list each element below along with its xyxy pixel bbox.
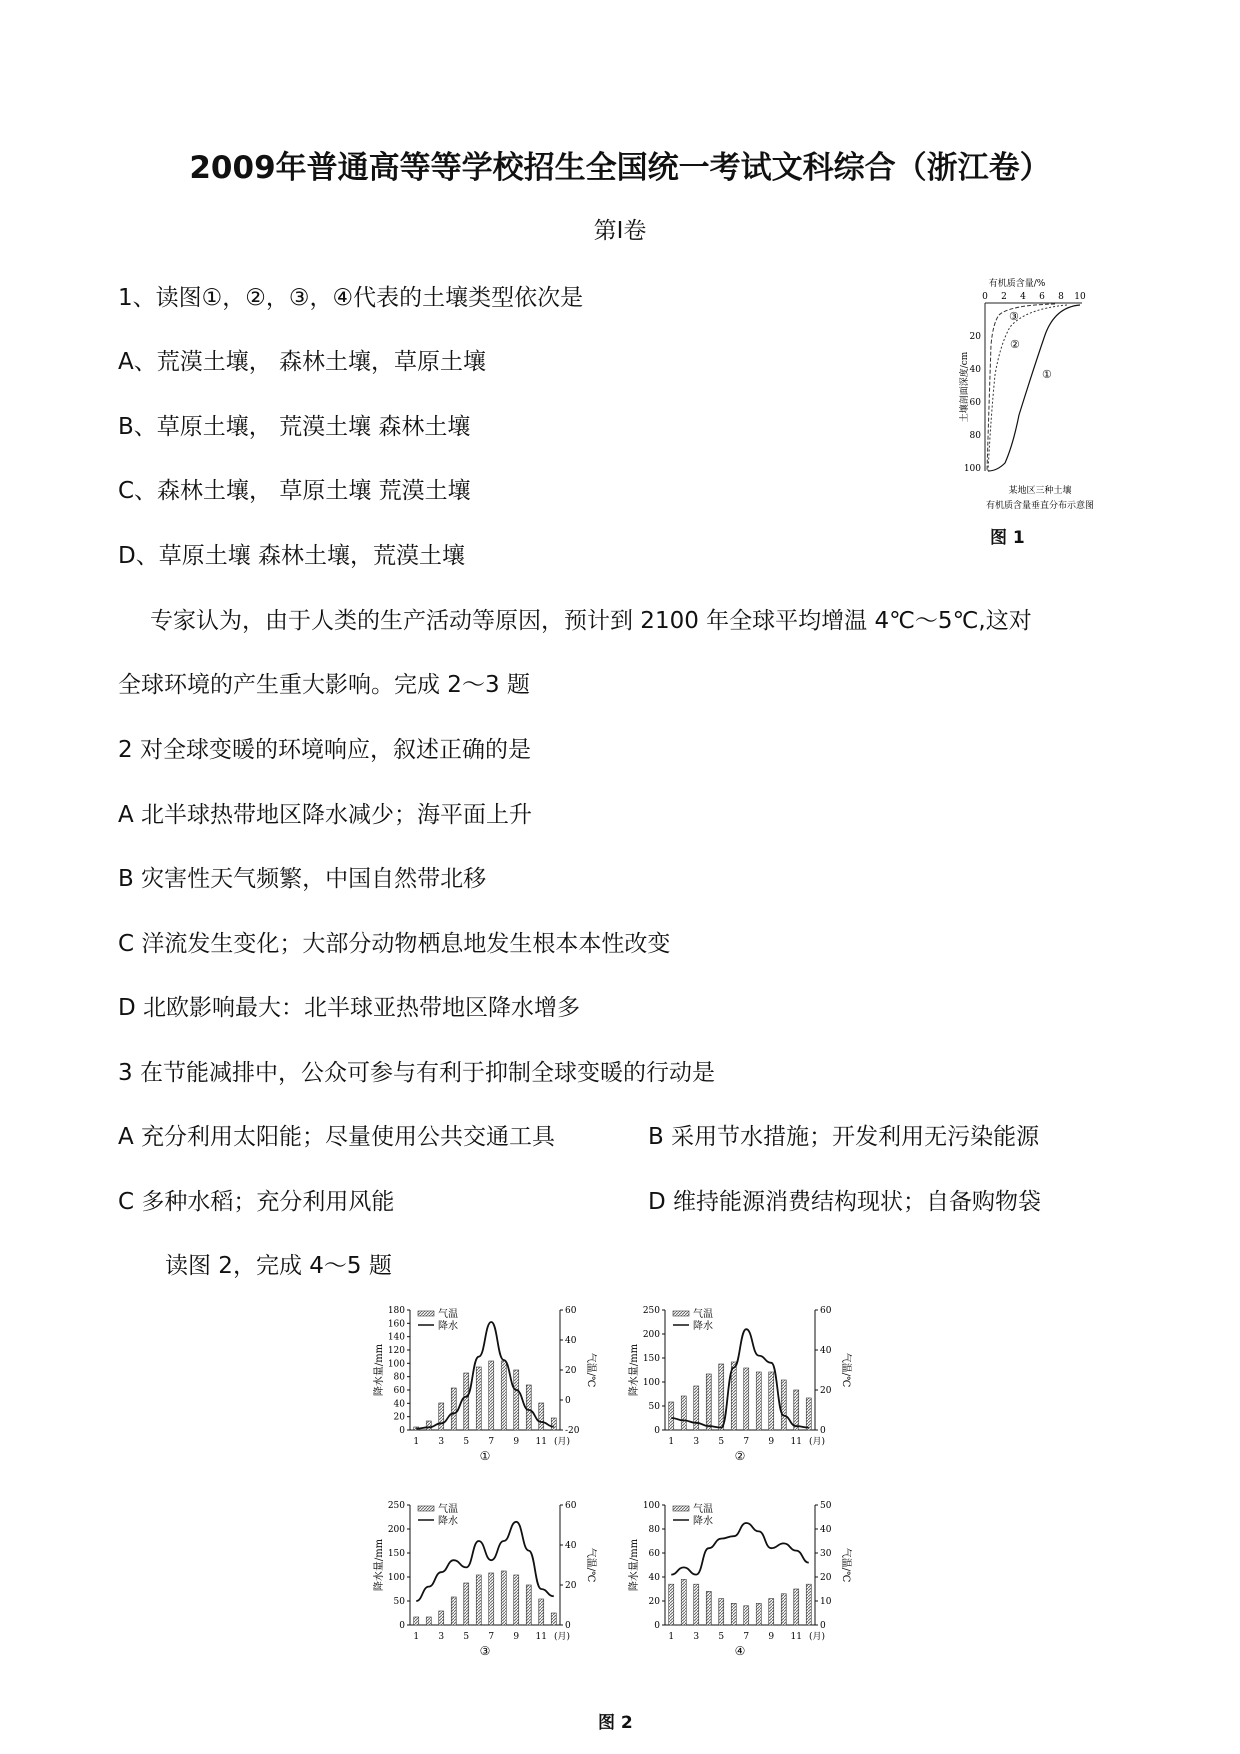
- climate-chart-panel: [372, 1501, 597, 1658]
- month-tick-label: 3: [693, 1632, 700, 1642]
- month-tick-label: 9: [768, 1437, 775, 1447]
- month-tick-label: 3: [438, 1437, 445, 1447]
- climate-chart-panel: [372, 1306, 597, 1463]
- temp-tick-label: -20: [565, 1426, 580, 1436]
- precip-tick-label: 100: [642, 1501, 660, 1511]
- fig1-y-tick: 20: [969, 332, 981, 342]
- temp-tick-label: 40: [820, 1346, 832, 1356]
- precip-tick-label: 140: [387, 1332, 405, 1343]
- temperature-bar: [539, 1599, 544, 1625]
- fig1-label-2: ②: [1010, 338, 1020, 351]
- temperature-bar: [706, 1374, 711, 1430]
- fig1-x-tick: 4: [1020, 292, 1026, 302]
- legend-precip-label: 降水: [438, 1516, 458, 1527]
- climate-chart-panel: [627, 1501, 852, 1658]
- temp-tick-label: 0: [565, 1621, 571, 1631]
- fig1-curve-3: [987, 304, 1055, 471]
- temperature-bar: [669, 1402, 674, 1430]
- precip-tick-label: 20: [648, 1597, 660, 1607]
- temp-tick-label: 60: [565, 1501, 577, 1511]
- precip-tick-label: 20: [393, 1412, 405, 1423]
- temperature-bar: [526, 1585, 531, 1625]
- temperature-bar: [719, 1599, 724, 1625]
- temperature-bar: [414, 1617, 419, 1625]
- temperature-bar: [681, 1396, 686, 1430]
- legend-precip-label: 降水: [693, 1321, 713, 1332]
- precip-tick-label: 0: [654, 1621, 660, 1631]
- temp-axis-label: 气温/℃: [585, 1352, 596, 1388]
- month-tick-label: 9: [513, 1437, 520, 1447]
- temperature-bar: [476, 1367, 481, 1430]
- temperature-bar: [694, 1584, 699, 1625]
- month-tick-label: 9: [513, 1632, 520, 1642]
- temp-tick-label: 50: [820, 1501, 832, 1511]
- legend-temp-swatch: [673, 1506, 689, 1511]
- fig1-x-tick: 6: [1039, 292, 1045, 302]
- temperature-bar: [501, 1571, 506, 1625]
- temperature-bar: [781, 1594, 786, 1625]
- panel-label: ④: [734, 1644, 746, 1658]
- temperature-bar: [669, 1584, 674, 1625]
- panel-label: ③: [479, 1644, 491, 1658]
- temperature-bar: [794, 1390, 799, 1430]
- precip-axis-label: 降水量/mm: [374, 1538, 385, 1592]
- fig1-curve-1: [988, 305, 1080, 471]
- month-tick-label: 11: [535, 1632, 547, 1642]
- temp-tick-label: 40: [820, 1525, 832, 1535]
- precip-tick-label: 250: [642, 1306, 660, 1316]
- temperature-bar: [439, 1403, 444, 1430]
- month-tick-label: 7: [743, 1437, 750, 1447]
- fig1-x-tick: 0: [982, 292, 988, 302]
- month-unit-label: (月): [809, 1437, 826, 1447]
- temp-tick-label: 0: [820, 1621, 826, 1631]
- read-figure-2: 读图 2，完成 4～5 题: [165, 1253, 392, 1279]
- month-tick-label: 3: [693, 1437, 700, 1447]
- temp-tick-label: 10: [820, 1597, 832, 1607]
- precipitation-line: [416, 1322, 554, 1429]
- q3-stem: 3 在节能减排中，公众可参与有利于抑制全球变暖的行动是: [118, 1060, 715, 1086]
- temp-tick-label: 60: [565, 1306, 577, 1316]
- temperature-bar: [476, 1575, 481, 1625]
- temperature-bar: [756, 1372, 761, 1430]
- panel-label: ①: [479, 1449, 491, 1463]
- passage-line-1: 专家认为，由于人类的生产活动等原因，预计到 2100 年全球平均增温 4℃～5℃,这对: [150, 608, 1032, 634]
- temperature-bar: [451, 1597, 456, 1625]
- legend-temp-label: 气温: [438, 1504, 458, 1515]
- q1-stem: 1、读图①，②，③，④代表的土壤类型依次是: [118, 285, 584, 311]
- panel-label: ②: [734, 1449, 746, 1463]
- fig1-y-tick: 100: [963, 464, 981, 474]
- month-unit-label: (月): [809, 1632, 826, 1642]
- temperature-bar: [781, 1380, 786, 1430]
- precip-axis-label: 降水量/mm: [629, 1538, 640, 1592]
- figure-1-caption: 图 1: [990, 528, 1025, 548]
- passage-line-2: 全球环境的产生重大影响。完成 2～3 题: [118, 672, 530, 698]
- precip-tick-label: 120: [387, 1346, 405, 1356]
- q3-option-b: B 采用节水措施；开发利用无污染能源: [648, 1124, 1040, 1150]
- temp-tick-label: 40: [565, 1541, 577, 1551]
- legend-temp-swatch: [673, 1311, 689, 1316]
- precip-tick-label: 80: [393, 1372, 405, 1383]
- precip-tick-label: 100: [642, 1378, 660, 1388]
- q2-stem: 2 对全球变暖的环境响应，叙述正确的是: [118, 737, 531, 763]
- temp-tick-label: 20: [820, 1386, 832, 1396]
- legend-temp-swatch: [418, 1506, 434, 1511]
- precip-tick-label: 200: [387, 1525, 405, 1535]
- page-title: 2009年普通高等等学校招生全国统一考试文科综合（浙江卷）: [189, 150, 1051, 186]
- precip-tick-label: 40: [393, 1399, 405, 1410]
- figure-2-caption: 图 2: [598, 1713, 633, 1733]
- precip-tick-label: 0: [399, 1426, 405, 1436]
- precip-tick-label: 80: [648, 1525, 660, 1535]
- temp-tick-label: 20: [565, 1581, 577, 1591]
- precip-tick-label: 150: [387, 1549, 405, 1559]
- temperature-bar: [501, 1361, 506, 1430]
- legend-temp-label: 气温: [438, 1309, 458, 1320]
- month-tick-label: 1: [668, 1437, 675, 1447]
- temperature-bar: [794, 1589, 799, 1625]
- fig1-y-title: 土壤剖面深度/cm: [960, 351, 970, 423]
- precipitation-line: [671, 1523, 809, 1575]
- fig1-x-tick: 2: [1001, 292, 1007, 302]
- q2-option-b: B 灾害性天气频繁，中国自然带北移: [118, 866, 487, 892]
- temperature-bar: [744, 1606, 749, 1625]
- month-tick-label: 5: [463, 1632, 470, 1642]
- section-title: 第Ⅰ卷: [593, 218, 647, 244]
- precip-tick-label: 150: [642, 1354, 660, 1364]
- climate-chart-panel: [627, 1306, 852, 1463]
- temperature-bar: [451, 1388, 456, 1430]
- temperature-bar: [806, 1584, 811, 1625]
- legend-temp-label: 气温: [693, 1504, 713, 1515]
- month-tick-label: 11: [790, 1632, 802, 1642]
- month-tick-label: 3: [438, 1632, 445, 1642]
- temperature-bar: [806, 1398, 811, 1430]
- fig1-label-3: ③: [1009, 310, 1019, 323]
- temperature-bar: [681, 1579, 686, 1625]
- precip-tick-label: 60: [393, 1386, 405, 1396]
- temperature-bar: [756, 1603, 761, 1625]
- temp-tick-label: 0: [820, 1426, 826, 1436]
- q2-option-c: C 洋流发生变化；大部分动物栖息地发生根本本性改变: [118, 931, 671, 957]
- temperature-bar: [489, 1361, 494, 1430]
- precip-tick-label: 100: [387, 1573, 405, 1583]
- temp-tick-label: 40: [565, 1336, 577, 1346]
- legend-temp-label: 气温: [693, 1309, 713, 1320]
- legend-precip-label: 降水: [438, 1321, 458, 1332]
- temp-axis-label: 气温/℃: [585, 1547, 596, 1583]
- temperature-bar: [706, 1591, 711, 1625]
- precip-tick-label: 0: [654, 1426, 660, 1436]
- q3-option-c: C 多种水稻；充分利用风能: [118, 1189, 395, 1215]
- temperature-bar: [769, 1599, 774, 1625]
- temperature-bar: [426, 1421, 431, 1430]
- month-tick-label: 1: [413, 1632, 420, 1642]
- month-tick-label: 1: [668, 1632, 675, 1642]
- fig1-y-tick: 80: [969, 431, 981, 441]
- fig1-x-ticks: [982, 292, 1086, 302]
- temp-tick-label: 0: [565, 1396, 571, 1406]
- temp-axis-label: 气温/℃: [840, 1547, 851, 1583]
- month-unit-label: (月): [554, 1437, 571, 1447]
- precip-axis-label: 降水量/mm: [629, 1343, 640, 1397]
- month-tick-label: 7: [743, 1632, 750, 1642]
- fig1-y-tick: 60: [969, 398, 981, 408]
- temp-tick-label: 20: [565, 1366, 577, 1376]
- temperature-bar: [551, 1418, 556, 1430]
- precip-tick-label: 0: [399, 1621, 405, 1631]
- precip-tick-label: 60: [648, 1549, 660, 1559]
- fig1-x-tick: 10: [1074, 292, 1086, 302]
- month-tick-label: 5: [718, 1632, 725, 1642]
- temperature-bar: [719, 1364, 724, 1430]
- legend-temp-swatch: [418, 1311, 434, 1316]
- q3-option-d: D 维持能源消费结构现状；自备购物袋: [648, 1189, 1042, 1215]
- month-tick-label: 9: [768, 1632, 775, 1642]
- temperature-bar: [731, 1603, 736, 1625]
- month-unit-label: (月): [554, 1632, 571, 1642]
- temperature-bar: [426, 1617, 431, 1625]
- temperature-bar: [514, 1575, 519, 1625]
- temperature-bar: [464, 1373, 469, 1430]
- q1-option-b: B、草原土壤， 荒漠土壤 森林土壤: [118, 414, 471, 440]
- fig1-x-tick: 8: [1058, 292, 1064, 302]
- q1-option-a: A、荒漠土壤， 森林土壤，草原土壤: [118, 349, 487, 375]
- temperature-bar: [464, 1583, 469, 1625]
- temperature-bar: [489, 1573, 494, 1625]
- precip-tick-label: 50: [648, 1402, 660, 1412]
- fig1-label-1: ①: [1042, 368, 1052, 381]
- precipitation-line: [416, 1522, 554, 1601]
- precip-tick-label: 200: [642, 1330, 660, 1340]
- legend-precip-label: 降水: [693, 1516, 713, 1527]
- figure-1-chart: [955, 275, 1100, 515]
- month-tick-label: 5: [718, 1437, 725, 1447]
- fig1-y-tick: 40: [969, 365, 981, 375]
- precip-tick-label: 100: [387, 1359, 405, 1370]
- precip-axis-label: 降水量/mm: [374, 1343, 385, 1397]
- q1-option-c: C、森林土壤， 草原土壤 荒漠土壤: [118, 478, 471, 504]
- month-tick-label: 11: [790, 1437, 802, 1447]
- q2-option-d: D 北欧影响最大：北半球亚热带地区降水增多: [118, 995, 581, 1021]
- month-tick-label: 7: [488, 1437, 495, 1447]
- temperature-bar: [526, 1385, 531, 1430]
- precipitation-line: [671, 1329, 809, 1427]
- fig1-x-title: 有机质含量/%: [988, 279, 1046, 289]
- q3-option-a: A 充分利用太阳能；尽量使用公共交通工具: [118, 1124, 556, 1150]
- temperature-bar: [551, 1613, 556, 1625]
- temp-tick-label: 20: [820, 1573, 832, 1583]
- figure-2-charts: [370, 1300, 860, 1700]
- q2-option-a: A 北半球热带地区降水减少；海平面上升: [118, 802, 533, 828]
- temperature-bar: [539, 1403, 544, 1430]
- month-tick-label: 5: [463, 1437, 470, 1447]
- precip-tick-label: 40: [648, 1573, 660, 1583]
- q1-option-d: D、草原土壤 森林土壤，荒漠土壤: [118, 543, 466, 569]
- month-tick-label: 11: [535, 1437, 547, 1447]
- fig1-note-1: 某地区三种土壤: [1008, 486, 1072, 496]
- precip-tick-label: 180: [387, 1306, 405, 1316]
- month-tick-label: 7: [488, 1632, 495, 1642]
- month-tick-label: 1: [413, 1437, 420, 1447]
- temperature-bar: [439, 1611, 444, 1625]
- temperature-bar: [769, 1372, 774, 1430]
- temp-axis-label: 气温/℃: [840, 1352, 851, 1388]
- precip-tick-label: 160: [387, 1319, 405, 1330]
- temperature-bar: [744, 1368, 749, 1430]
- precip-tick-label: 50: [393, 1597, 405, 1607]
- temperature-bar: [514, 1370, 519, 1430]
- precip-tick-label: 250: [387, 1501, 405, 1511]
- temp-tick-label: 60: [820, 1306, 832, 1316]
- fig1-note-2: 有机质含量垂直分布示意图: [985, 501, 1095, 511]
- temp-tick-label: 30: [820, 1549, 832, 1559]
